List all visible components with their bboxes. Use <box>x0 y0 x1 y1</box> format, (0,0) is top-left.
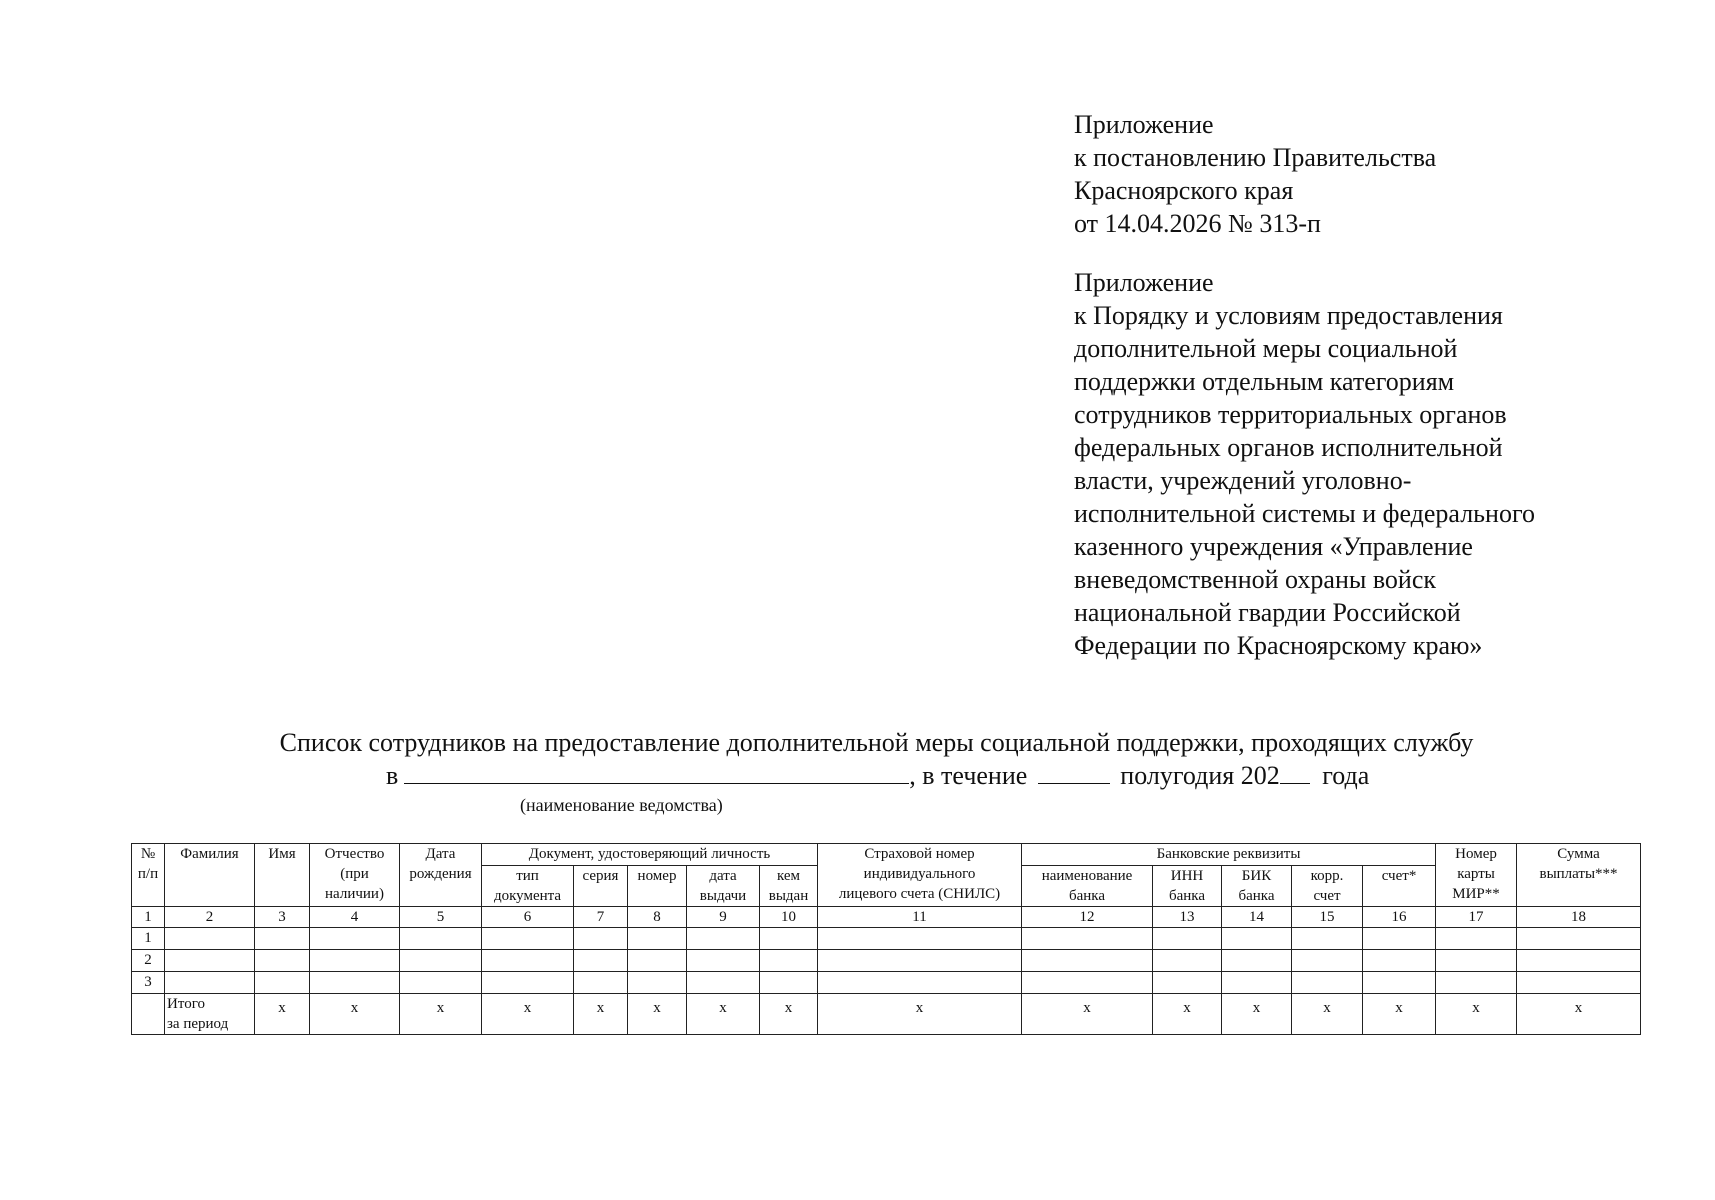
column-number: 1 <box>132 907 165 928</box>
column-number: 9 <box>687 907 760 928</box>
col-header-mir-card: Номер карты МИР** <box>1436 844 1517 907</box>
total-mark-text: х <box>915 1000 924 1016</box>
table-cell <box>1363 972 1436 994</box>
column-number: 18 <box>1517 907 1641 928</box>
appendix-line: Приложение <box>1074 110 1214 139</box>
total-row <box>132 994 1641 1035</box>
col-header-corr-account: корр. счет <box>1292 866 1363 907</box>
table-cell <box>760 950 818 972</box>
title-half-year: полугодия 202 <box>1120 761 1280 790</box>
total-mark-text: х <box>1252 1000 1261 1016</box>
half-year-blank <box>1038 759 1110 784</box>
column-number: 16 <box>1363 907 1436 928</box>
table-cell <box>1222 928 1292 950</box>
total-mark <box>760 994 818 1035</box>
column-number: 4 <box>310 907 400 928</box>
table-cell <box>1022 950 1153 972</box>
col-header-doc-type: тип документа <box>482 866 574 907</box>
appendix-resolution-header <box>1074 108 1436 240</box>
year-blank <box>1280 759 1310 784</box>
table-cell <box>310 950 400 972</box>
table-cell <box>165 972 255 994</box>
table-cell <box>760 972 818 994</box>
column-number: 11 <box>818 907 1022 928</box>
total-mark <box>1292 994 1363 1035</box>
col-header-account: счет* <box>1363 866 1436 907</box>
row-number: 2 <box>132 950 165 972</box>
title-year-word: года <box>1322 761 1370 790</box>
table-row <box>132 972 1641 994</box>
col-header-bank-details: Банковские реквизиты <box>1022 844 1436 866</box>
total-mark <box>574 994 628 1035</box>
table-cell <box>482 928 574 950</box>
table-row <box>132 928 1641 950</box>
col-header-surname: Фамилия <box>165 844 255 907</box>
col-header-no: № п/п <box>132 844 165 907</box>
total-mark <box>1436 994 1517 1035</box>
col-header-name: Имя <box>255 844 310 907</box>
table-cell <box>400 928 482 950</box>
total-mark <box>628 994 687 1035</box>
table-cell <box>255 928 310 950</box>
total-mark-text: х <box>784 1000 793 1016</box>
document-title-fill-line <box>386 759 1369 792</box>
title-prefix: в <box>386 761 399 790</box>
table-cell <box>165 950 255 972</box>
table-cell <box>255 972 310 994</box>
total-mark <box>1363 994 1436 1035</box>
total-mark-text: х <box>596 1000 605 1016</box>
appendix-line: сотрудников территориальных органов <box>1074 400 1507 429</box>
table-cell <box>818 928 1022 950</box>
table-cell <box>628 972 687 994</box>
table-cell <box>1022 928 1153 950</box>
table-cell <box>482 950 574 972</box>
column-number: 7 <box>574 907 628 928</box>
table-cell <box>1153 972 1222 994</box>
appendix-line: Красноярского края <box>1074 176 1294 205</box>
table-cell <box>818 950 1022 972</box>
document-title-line: Список сотрудников на предоставление дополнительной меры социальной поддержки, проходящих службу <box>279 728 1474 757</box>
appendix-line: Приложение <box>1074 268 1214 297</box>
col-header-number: номер <box>628 866 687 907</box>
appendix-line: власти, учреждений уголовно- <box>1074 466 1412 495</box>
table-cell <box>1436 928 1517 950</box>
title-during: , в течение <box>909 761 1028 790</box>
table-cell <box>1436 950 1517 972</box>
table-cell <box>165 928 255 950</box>
total-mark <box>1022 994 1153 1035</box>
col-header-issue-date: дата выдачи <box>687 866 760 907</box>
table-cell <box>1153 950 1222 972</box>
appendix-line: исполнительной системы и федерального <box>1074 499 1535 528</box>
column-number: 8 <box>628 907 687 928</box>
column-number: 3 <box>255 907 310 928</box>
table-cell <box>760 928 818 950</box>
column-number: 17 <box>1436 907 1517 928</box>
table-cell <box>574 950 628 972</box>
table-cell <box>574 928 628 950</box>
total-mark <box>687 994 760 1035</box>
table-cell <box>1292 972 1363 994</box>
total-mark-text: х <box>436 1000 445 1016</box>
col-header-id-document: Документ, удостоверяющий личность <box>482 844 818 866</box>
table-cell <box>1517 972 1641 994</box>
col-header-snils: Страховой номер индивидуального лицевого счета (СНИЛС) <box>818 844 1022 907</box>
col-header-bank-name: наименование банка <box>1022 866 1153 907</box>
appendix-procedure-header <box>1074 266 1535 662</box>
table-cell <box>628 928 687 950</box>
total-mark-text: х <box>350 1000 359 1016</box>
total-mark-text: х <box>1323 1000 1331 1016</box>
total-mark-text: х <box>1472 1000 1480 1016</box>
employee-register-table <box>131 843 1641 1035</box>
total-label: Итого за период <box>165 994 255 1035</box>
total-mark <box>310 994 400 1035</box>
header-row-groups <box>132 844 1641 866</box>
total-mark-text: х <box>719 1000 727 1016</box>
table-cell <box>687 950 760 972</box>
table-cell <box>1363 950 1436 972</box>
table-cell <box>1222 972 1292 994</box>
total-mark-text: х <box>523 1000 532 1016</box>
col-header-series: серия <box>574 866 628 907</box>
total-mark-text: х <box>653 1000 661 1016</box>
total-mark-text: х <box>1574 1000 1583 1016</box>
table-cell <box>482 972 574 994</box>
table-cell <box>400 972 482 994</box>
table-cell <box>687 972 760 994</box>
column-number: 14 <box>1222 907 1292 928</box>
table-cell <box>1436 972 1517 994</box>
appendix-line: вневедомственной охраны войск <box>1074 565 1437 594</box>
column-number-row <box>132 907 1641 928</box>
table-cell <box>1222 950 1292 972</box>
appendix-line: от 14.04.2026 № 313-п <box>1074 209 1321 238</box>
document-title <box>0 726 1715 759</box>
table-cell <box>1517 950 1641 972</box>
table-cell <box>818 972 1022 994</box>
table-cell <box>574 972 628 994</box>
total-mark-text: х <box>1183 1000 1191 1016</box>
table-row <box>132 950 1641 972</box>
row-number: 1 <box>132 928 165 950</box>
column-number: 13 <box>1153 907 1222 928</box>
column-number: 15 <box>1292 907 1363 928</box>
table-cell <box>310 972 400 994</box>
table-cell <box>628 950 687 972</box>
column-number: 12 <box>1022 907 1153 928</box>
col-header-bank-bik: БИК банка <box>1222 866 1292 907</box>
col-header-patronymic: Отчество (при наличии) <box>310 844 400 907</box>
appendix-line: к постановлению Правительства <box>1074 143 1437 172</box>
total-mark <box>1517 994 1641 1035</box>
table-cell <box>1292 928 1363 950</box>
column-number: 2 <box>165 907 255 928</box>
col-header-payment-sum: Сумма выплаты*** <box>1517 844 1641 907</box>
table-cell <box>1517 928 1641 950</box>
total-mark <box>482 994 574 1035</box>
total-mark <box>818 994 1022 1035</box>
table-cell <box>310 928 400 950</box>
column-number: 6 <box>482 907 574 928</box>
appendix-line: Федерации по Красноярскому краю» <box>1074 631 1483 660</box>
department-hint: (наименование ведомства) <box>520 795 723 815</box>
appendix-line: федеральных органов исполнительной <box>1074 433 1503 462</box>
col-header-bank-inn: ИНН банка <box>1153 866 1222 907</box>
appendix-line: дополнительной меры социальной <box>1074 334 1458 363</box>
total-mark <box>1153 994 1222 1035</box>
row-number: 3 <box>132 972 165 994</box>
appendix-line: национальной гвардии Российской <box>1074 598 1461 627</box>
column-number: 10 <box>760 907 818 928</box>
total-mark <box>400 994 482 1035</box>
column-number: 5 <box>400 907 482 928</box>
total-mark-text: х <box>278 1000 286 1016</box>
table-cell <box>1363 928 1436 950</box>
department-blank <box>404 759 909 784</box>
total-mark-text: х <box>1395 1000 1403 1016</box>
table-cell <box>132 994 165 1035</box>
col-header-issued-by: кем выдан <box>760 866 818 907</box>
table-cell <box>400 950 482 972</box>
table-cell <box>687 928 760 950</box>
total-mark-text: х <box>1083 1000 1091 1016</box>
total-mark <box>1222 994 1292 1035</box>
table-cell <box>1022 972 1153 994</box>
total-mark <box>255 994 310 1035</box>
appendix-line: поддержки отдельным категориям <box>1074 367 1455 396</box>
table-cell <box>1292 950 1363 972</box>
col-header-birth-date: Дата рождения <box>400 844 482 907</box>
table-cell <box>1153 928 1222 950</box>
table-cell <box>255 950 310 972</box>
appendix-line: казенного учреждения «Управление <box>1074 532 1473 561</box>
appendix-line: к Порядку и условиям предоставления <box>1074 301 1503 330</box>
